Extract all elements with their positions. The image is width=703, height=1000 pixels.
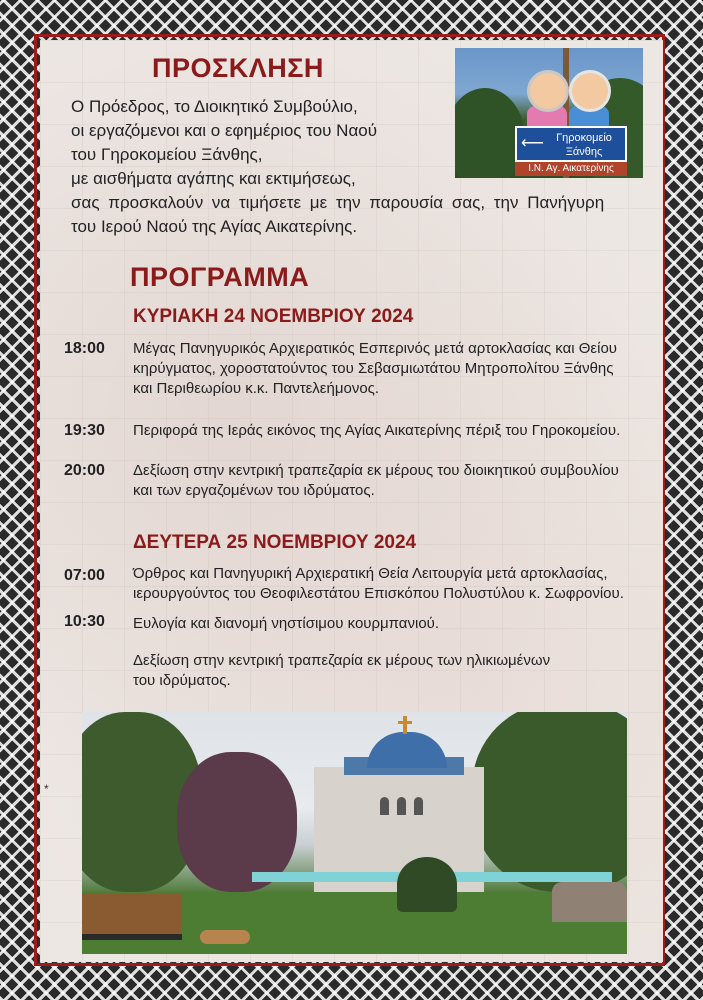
- tree-shape: [472, 712, 627, 892]
- event-line: του ιδρύματος.: [133, 672, 231, 689]
- church-window: [397, 797, 406, 815]
- palm-plant: [397, 857, 457, 912]
- event-time: 18:00: [64, 340, 105, 357]
- sign-line-2: Ξάνθης: [565, 146, 603, 158]
- event-description: [133, 461, 619, 501]
- cross-icon: [398, 721, 412, 724]
- event-description: [133, 614, 439, 634]
- grandfather-face: [569, 70, 611, 112]
- event-time: 20:00: [64, 462, 105, 479]
- church-window: [414, 797, 423, 815]
- tree-shape: [177, 752, 297, 892]
- sign-line-1: Γηροκομείο: [556, 132, 612, 144]
- sign-text: [543, 131, 625, 159]
- event-line: Μέγας Πανηγυρικός Αρχιερατικός Εσπερινός μετά αρτοκλασίας και Θείου: [133, 340, 617, 357]
- program-title: ΠΡΟΓΡΑΜΜΑ: [130, 262, 310, 292]
- invitation-title: ΠΡΟΣΚΛΗΣΗ: [152, 53, 324, 83]
- church-sign: Ι.Ν. Αγ. Αικατερίνης: [515, 162, 627, 176]
- church-window: [380, 797, 389, 815]
- event-description: [133, 564, 624, 604]
- nursing-home-logo-image: [455, 48, 643, 178]
- stone-wall: [552, 882, 627, 922]
- event-line: και Περιθεωρίου κ.κ. Παντελεήμονος.: [133, 380, 380, 397]
- event-line: Δεξίωση στην κεντρική τραπεζαρία εκ μέρους του διοικητικού συμβουλίου: [133, 462, 619, 479]
- event-description: [133, 651, 550, 691]
- event-time: 07:00: [64, 567, 105, 584]
- event-line: Ευλογία και διανομή νηστίσιμου κουρμπανιού.: [133, 615, 440, 632]
- event-time: 10:30: [64, 613, 105, 630]
- intro-line: με αισθήματα αγάπης και εκτιμήσεως,: [71, 169, 356, 188]
- event-description: [133, 339, 617, 399]
- dog: [200, 930, 250, 944]
- event-line: Όρθρος και Πανηγυρική Αρχιερατική Θεία Λειτουργία μετά αρτοκλασίας,: [133, 565, 608, 582]
- arrow-left-icon: ⟵: [521, 135, 544, 152]
- footnote-mark: *: [44, 782, 49, 796]
- day-heading: ΔΕΥΤΕΡΑ 25 ΝΟΕΜΒΡΙΟΥ 2024: [133, 532, 417, 553]
- event-time: 19:30: [64, 422, 105, 439]
- event-line: Δεξίωση στην κεντρική τραπεζαρία εκ μέρους των ηλικιωμένων: [133, 652, 551, 669]
- direction-sign: [515, 126, 627, 162]
- cross-icon: [403, 716, 407, 734]
- intro-line: του Γηροκομείου Ξάνθης,: [71, 145, 263, 164]
- event-line: ιερουργούντος του Θεοφιλεστάτου Επισκόπου Πολυστύλου κ. Σωφρονίου.: [133, 585, 624, 602]
- event-line: κηρύγματος, χοροστατούντος του Σεβασμιωτάτου Μητροπολίτου Ξάνθης: [133, 360, 614, 377]
- church-photo: [82, 712, 627, 954]
- intro-line: Ο Πρόεδρος, το Διοικητικό Συμβούλιο,: [71, 97, 358, 116]
- intro-line: του Ιερού Ναού της Αγίας Αικατερίνης.: [71, 217, 358, 236]
- event-description: [133, 421, 620, 441]
- day-heading: ΚΥΡΙΑΚΗ 24 ΝΟΕΜΒΡΙΟΥ 2024: [133, 306, 414, 327]
- intro-line: οι εργαζόμενοι και ο εφημέριος του Ναού: [71, 121, 378, 140]
- grandmother-face: [527, 70, 569, 112]
- church-dome: [367, 732, 447, 768]
- event-line: και των εργαζομένων του ιδρύματος.: [133, 482, 375, 499]
- park-bench: [82, 894, 182, 940]
- intro-line: σας προσκαλούν να τιμήσετε με την παρουσία σας, την Πανήγυρη: [71, 193, 605, 212]
- event-line: Περιφορά της Ιεράς εικόνος της Αγίας Αικατερίνης πέριξ του Γηροκομείου.: [133, 422, 621, 439]
